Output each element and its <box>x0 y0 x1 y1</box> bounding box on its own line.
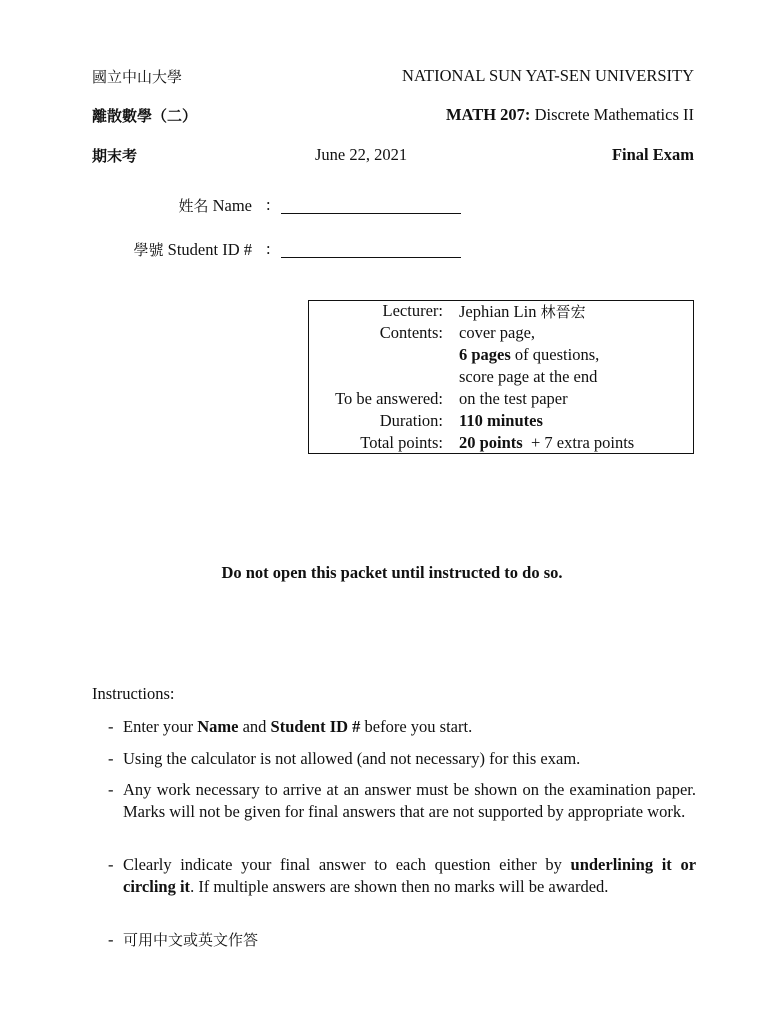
contents-pages: 6 pages <box>459 345 511 364</box>
instruction-5-text: 可用中文或英文作答 <box>123 931 259 949</box>
contents-label: Contents: <box>379 323 443 342</box>
instruction-item-2 <box>108 748 696 770</box>
instruction-1-name: Name <box>197 717 239 736</box>
bullet-dash: - <box>108 930 114 949</box>
do-not-open-notice: Do not open this packet until instructed to do so. <box>221 563 563 582</box>
instruction-item-4 <box>108 854 696 898</box>
contents-line-2 <box>459 345 599 365</box>
points-label: Total points: <box>360 433 443 452</box>
course-name: Discrete Mathematics II <box>534 105 694 124</box>
instruction-item-3 <box>108 779 696 823</box>
name-label-en: Name <box>212 196 252 215</box>
exam-title-en: Final Exam <box>611 145 694 164</box>
bullet-dash: - <box>108 717 114 736</box>
contents-pages-rest: of questions, <box>514 345 600 364</box>
student-id-label-en: Student ID # <box>167 240 252 259</box>
duration-label: Duration: <box>379 411 443 430</box>
student-id-field-line[interactable] <box>281 257 461 258</box>
lecturer-value <box>459 301 586 322</box>
duration-value: 110 minutes <box>459 411 543 430</box>
course-title-zh: 離散數學（二） <box>92 107 198 125</box>
student-id-label <box>134 239 252 260</box>
bullet-dash: - <box>108 855 114 874</box>
bullet-dash: - <box>108 780 114 799</box>
instruction-1-text-e: before you start. <box>364 717 473 736</box>
instructions-heading: Instructions: <box>92 684 175 703</box>
instruction-1-text-a: Enter your <box>123 717 194 736</box>
contents-line-1: cover page, <box>459 323 536 342</box>
contents-line-3: score page at the end <box>459 367 598 386</box>
name-field-line[interactable] <box>281 213 461 214</box>
name-label-zh: 姓名 <box>178 197 209 215</box>
instruction-1-text-c: and <box>242 717 267 736</box>
points-value <box>459 433 634 453</box>
course-code: MATH 207: <box>445 105 531 124</box>
name-label <box>178 195 252 216</box>
points-main: 20 points <box>459 433 523 452</box>
points-extra: + 7 extra points <box>530 433 635 452</box>
university-name-zh: 國立中山大學 <box>92 68 183 86</box>
instruction-3-text: Any work necessary to arrive at an answer must be shown on the examination paper. Marks will not be given for final answers that are not supported by appropriate work. <box>123 780 696 821</box>
name-colon: : <box>266 195 271 214</box>
bullet-dash: - <box>108 749 114 768</box>
course-title-en <box>446 105 694 125</box>
student-id-label-zh: 學號 <box>133 241 164 259</box>
instruction-4-text-a: Clearly indicate your final answer to each question either by <box>123 855 562 874</box>
answered-value: on the test paper <box>459 389 568 408</box>
exam-date: June 22, 2021 <box>315 145 408 164</box>
exam-title-zh: 期末考 <box>92 147 138 165</box>
instruction-4-text-c: . If multiple answers are shown then no marks will be awarded. <box>190 877 609 896</box>
exam-info-box <box>308 300 694 454</box>
instruction-1-student-id: Student ID # <box>270 717 361 736</box>
student-id-colon: : <box>266 239 271 258</box>
instruction-item-1 <box>108 716 696 738</box>
lecturer-name: Jephian Lin <box>459 302 537 321</box>
university-name-en: NATIONAL SUN YAT-SEN UNIVERSITY <box>402 66 694 85</box>
instruction-4-emphasis: underlining it or circling it <box>123 855 697 896</box>
lecturer-label: Lecturer: <box>382 301 443 320</box>
instruction-item-5 <box>108 929 696 951</box>
instruction-2-text: Using the calculator is not allowed (and not necessary) for this exam. <box>123 749 581 768</box>
answered-label: To be answered: <box>335 389 443 408</box>
lecturer-name-zh: 林晉宏 <box>540 303 586 321</box>
